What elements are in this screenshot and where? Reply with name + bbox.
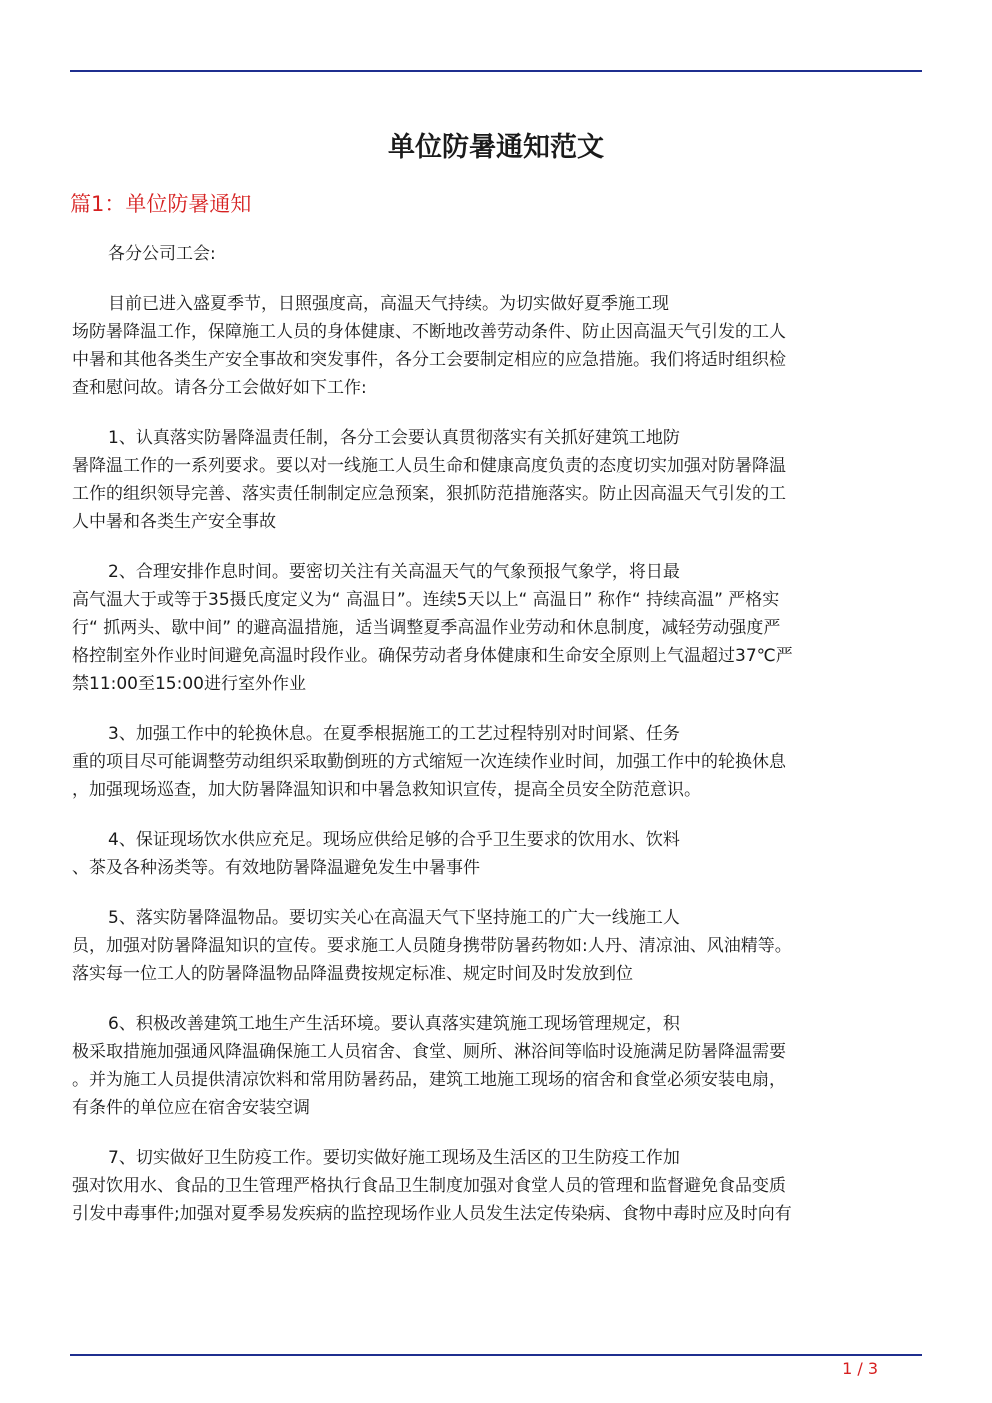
paragraph-line: 行“ 抓两头、歇中间” 的避高温措施，适当调整夏季高温作业劳动和休息制度，减轻劳动强度严 [72,618,781,638]
paragraph [72,290,922,402]
section-heading: 篇1：单位防暑通知 [70,192,252,216]
paragraph-line: 场防暑降温工作，保障施工人员的身体健康、不断地改善劳动条件、防止因高温天气引发的工人 [72,322,786,342]
paragraph-line: 引发中毒事件;加强对夏季易发疾病的监控现场作业人员发生法定传染病、食物中毒时应及时向有 [72,1204,792,1224]
paragraph-line: 禁11:00至15:00进行室外作业 [72,674,306,694]
paragraph-line: 各分公司工会: [108,244,216,264]
paragraph-line: 查和慰问故。请各分工会做好如下工作: [72,378,367,398]
document-title: 单位防暑通知范文 [388,132,604,163]
paragraph-line: 强对饮用水、食品的卫生管理严格执行食品卫生制度加强对食堂人员的管理和监督避免食品变质 [72,1176,786,1196]
paragraph-line: 中暑和其他各类生产安全事故和突发事件，各分工会要制定相应的应急措施。我们将适时组织检 [72,350,786,370]
paragraph [72,240,922,268]
paragraph [72,826,922,882]
paragraph-line: 工作的组织领导完善、落实责任制制定应急预案，狠抓防范措施落实。防止因高温天气引发的工 [72,484,786,504]
paragraph-line: 重的项目尽可能调整劳动组织采取勤倒班的方式缩短一次连续作业时间，加强工作中的轮换休息 [72,752,786,772]
page-number: 1 / 3 [842,1359,878,1378]
paragraph-line: 、茶及各种汤类等。有效地防暑降温避免发生中暑事件 [72,858,480,878]
paragraph-line: 7、切实做好卫生防疫工作。要切实做好施工现场及生活区的卫生防疫工作加 [108,1148,680,1168]
paragraph-line: 6、积极改善建筑工地生产生活环境。要认真落实建筑施工现场管理规定，积 [108,1014,680,1034]
paragraph-line: 目前已进入盛夏季节，日照强度高，高温天气持续。为切实做好夏季施工现 [108,294,669,314]
document-body [72,240,922,1250]
footer-rule [70,1354,922,1356]
paragraph-line: 落实每一位工人的防暑降温物品降温费按规定标准、规定时间及时发放到位 [72,964,633,984]
paragraph [72,424,922,536]
paragraph [72,1010,922,1122]
paragraph-line: 2、合理安排作息时间。要密切关注有关高温天气的气象预报气象学，将日最 [108,562,680,582]
paragraph-line: 人中暑和各类生产安全事故 [72,512,276,532]
paragraph-line: 暑降温工作的一系列要求。要以对一线施工人员生命和健康高度负责的态度切实加强对防暑降温 [72,456,786,476]
paragraph-line: 极采取措施加强通风降温确保施工人员宿舍、食堂、厕所、淋浴间等临时设施满足防暑降温需要 [72,1042,786,1062]
header-rule [70,70,922,72]
paragraph [72,720,922,804]
paragraph [72,558,922,698]
paragraph [72,1144,922,1228]
paragraph-line: 5、落实防暑降温物品。要切实关心在高温天气下坚持施工的广大一线施工人 [108,908,680,928]
paragraph-line: 1、认真落实防暑降温责任制，各分工会要认真贯彻落实有关抓好建筑工地防 [108,428,680,448]
paragraph-line: ，加强现场巡查，加大防暑降温知识和中暑急救知识宣传，提高全员安全防范意识。 [72,780,701,800]
paragraph-line: 3、加强工作中的轮换休息。在夏季根据施工的工艺过程特别对时间紧、任务 [108,724,680,744]
paragraph-line: 。并为施工人员提供清凉饮料和常用防暑药品，建筑工地施工现场的宿舍和食堂必须安装电扇， [72,1070,786,1090]
paragraph-line: 4、保证现场饮水供应充足。现场应供给足够的合乎卫生要求的饮用水、饮料 [108,830,680,850]
paragraph-line: 高气温大于或等于35摄氏度定义为“ 高温日”。连续5天以上“ 高温日” 称作“ 持续高温” 严格实 [72,590,780,610]
paragraph-line: 有条件的单位应在宿舍安装空调 [72,1098,310,1118]
paragraph-line: 员，加强对防暑降温知识的宣传。要求施工人员随身携带防暑药物如:人丹、清凉油、风油精等。 [72,936,792,956]
paragraph-line: 格控制室外作业时间避免高温时段作业。确保劳动者身体健康和生命安全原则上气温超过37℃严 [72,646,793,666]
paragraph [72,904,922,988]
